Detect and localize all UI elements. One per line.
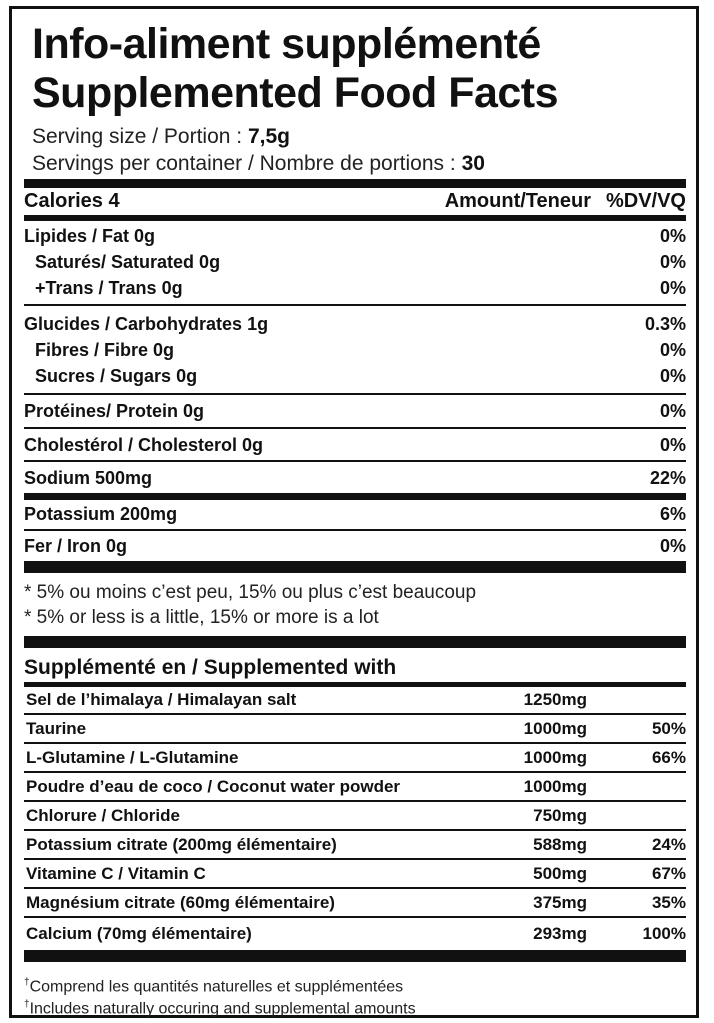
thick-divider xyxy=(24,561,686,573)
supplement-pct: 50% xyxy=(651,719,686,738)
supplement-label: Chlorure / Chloride xyxy=(26,806,180,825)
amount-header: Amount/Teneur xyxy=(444,190,591,212)
serving-size-value: 7,5g xyxy=(247,125,290,148)
supplement-amount: 500mg xyxy=(533,864,587,883)
supplement-title: Supplémenté en / Supplemented with xyxy=(24,656,397,679)
footnote-dagger-en xyxy=(24,995,416,1019)
nutrient-pct: 22% xyxy=(649,468,686,488)
divider xyxy=(24,304,686,306)
footnote-dagger-fr xyxy=(24,973,403,997)
divider xyxy=(24,887,686,889)
nutrient-label: Glucides / Carbohydrates 1g xyxy=(24,314,269,334)
nutrition-facts-panel xyxy=(9,6,699,1018)
nutrient-pct: 0% xyxy=(659,278,686,298)
dv-header: %DV/VQ xyxy=(605,190,686,212)
nutrient-pct: 0% xyxy=(659,226,686,246)
supplement-pct: 66% xyxy=(651,748,686,767)
supplement-label: Taurine xyxy=(26,719,87,738)
medium-divider xyxy=(24,682,686,687)
supplement-label: L-Glutamine / L-Glutamine xyxy=(26,748,239,767)
nutrient-pct: 0% xyxy=(659,340,686,360)
title-en: Supplemented Food Facts xyxy=(32,69,559,117)
divider xyxy=(24,829,686,831)
footnote-en: * 5% or less is a little, 15% or more is a lot xyxy=(24,607,379,628)
supplement-label: Poudre d’eau de coco / Coconut water powder xyxy=(26,777,401,796)
thick-divider xyxy=(24,636,686,648)
divider xyxy=(24,916,686,918)
nutrient-label: Sodium 500mg xyxy=(24,468,153,488)
divider xyxy=(24,771,686,773)
servings-value: 30 xyxy=(461,152,485,175)
supplement-amount: 375mg xyxy=(533,893,587,912)
nutrient-pct: 0% xyxy=(659,536,686,556)
footnote-fr: * 5% ou moins c’est peu, 15% ou plus c’est beaucoup xyxy=(24,582,477,603)
nutrient-label: Fer / Iron 0g xyxy=(24,536,128,556)
supplement-label: Calcium (70mg élémentaire) xyxy=(26,924,252,943)
divider xyxy=(24,800,686,802)
medium-divider xyxy=(24,493,686,500)
supplement-amount: 1000mg xyxy=(523,777,587,796)
nutrient-label: Sucres / Sugars 0g xyxy=(35,366,198,386)
nutrient-pct: 0% xyxy=(659,252,686,272)
nutrient-label: Saturés/ Saturated 0g xyxy=(35,252,221,272)
supplement-label: Vitamine C / Vitamin C xyxy=(26,864,206,883)
serving-size-label: Serving size / Portion : xyxy=(32,125,243,148)
thick-divider xyxy=(24,950,686,962)
nutrient-pct: 0% xyxy=(659,401,686,421)
title-fr: Info-aliment supplémenté xyxy=(32,20,541,68)
divider xyxy=(24,529,686,531)
divider xyxy=(24,858,686,860)
nutrient-label: Fibres / Fibre 0g xyxy=(35,340,175,360)
divider xyxy=(24,427,686,429)
divider xyxy=(24,742,686,744)
dagger-mark: † xyxy=(24,977,30,988)
servings-per-container xyxy=(32,153,485,174)
supplement-amount: 1250mg xyxy=(523,690,587,709)
supplement-label: Magnésium citrate (60mg élémentaire) xyxy=(26,893,335,912)
nutrient-label: Lipides / Fat 0g xyxy=(24,226,156,246)
nutrient-label: Protéines/ Protein 0g xyxy=(24,401,205,421)
supplement-amount: 1000mg xyxy=(523,719,587,738)
supplement-pct: 24% xyxy=(651,835,686,854)
supplement-pct: 100% xyxy=(642,924,686,943)
servings-label: Servings per container / Nombre de portions : xyxy=(32,152,456,175)
nutrient-label: Potassium 200mg xyxy=(24,504,178,524)
divider xyxy=(24,393,686,395)
supplement-amount: 750mg xyxy=(533,806,587,825)
dagger-mark: † xyxy=(24,999,30,1010)
supplement-amount: 588mg xyxy=(533,835,587,854)
supplement-label: Potassium citrate (200mg élémentaire) xyxy=(26,835,337,854)
nutrient-pct: 0.3% xyxy=(644,314,686,334)
divider xyxy=(24,713,686,715)
supplement-pct: 35% xyxy=(651,893,686,912)
nutrient-label: +Trans / Trans 0g xyxy=(35,278,183,298)
supplement-amount: 1000mg xyxy=(523,748,587,767)
supplement-pct: 67% xyxy=(651,864,686,883)
divider xyxy=(24,460,686,462)
medium-divider xyxy=(24,215,686,221)
supplement-label: Sel de l’himalaya / Himalayan salt xyxy=(26,690,297,709)
footnote-text: Comprend les quantités naturelles et supplémentées xyxy=(29,978,404,996)
serving-size xyxy=(32,126,290,147)
supplement-amount: 293mg xyxy=(533,924,587,943)
nutrient-pct: 0% xyxy=(659,435,686,455)
thick-divider xyxy=(24,179,686,188)
nutrient-pct: 0% xyxy=(659,366,686,386)
nutrient-label: Cholestérol / Cholesterol 0g xyxy=(24,435,264,455)
footnote-text: Includes naturally occuring and supplemental amounts xyxy=(29,1000,416,1018)
nutrient-pct: 6% xyxy=(659,504,686,524)
calories-label: Calories 4 xyxy=(24,190,120,212)
